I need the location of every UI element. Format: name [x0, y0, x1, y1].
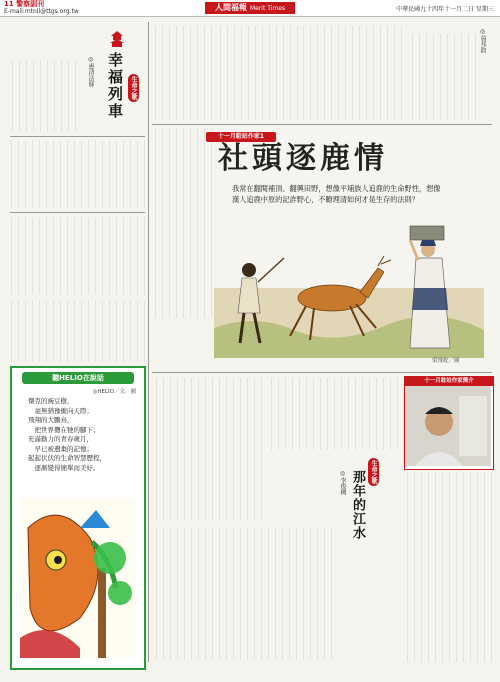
- divider: [152, 124, 492, 125]
- poem-line: 傑克的豌豆樹，: [28, 397, 74, 405]
- writer-photo: [405, 386, 491, 466]
- article-text-block: [406, 34, 476, 120]
- article-text-block: [152, 378, 262, 520]
- story-1-byline: ◎惠清法師: [87, 56, 94, 87]
- helio-heading: 聽HELIO在說話: [22, 372, 134, 384]
- poem-line: 早已被遺棄的記憶；: [28, 444, 93, 453]
- poem-line: 起起伏伏的生命智慧歷程，: [28, 454, 106, 462]
- story-3-byline: ◎李俊稠: [339, 470, 346, 495]
- page-header: [0, 0, 500, 17]
- poem-line: 充滿動力的青春歲月，: [28, 435, 93, 443]
- article-text-block: [10, 60, 76, 132]
- article-text-block: [268, 378, 398, 450]
- story-1: [10, 22, 145, 297]
- poem-line: 毫無猶豫衝向天際；: [28, 406, 93, 415]
- article-text-block: [152, 26, 212, 120]
- helio-box: [10, 366, 146, 670]
- email-text: E-mail:mtnll@ttgs.org.tw: [4, 8, 79, 15]
- divider: [152, 372, 492, 373]
- feature-illustration: [214, 218, 484, 358]
- story-3-title: 那年的江水: [350, 470, 365, 540]
- helio-poem: [28, 397, 136, 473]
- article-text-block: [10, 300, 145, 362]
- article-text-block: [404, 472, 492, 662]
- divider: [10, 212, 145, 213]
- pagoda-icon: [108, 30, 126, 48]
- helio-illustration: [20, 498, 136, 658]
- article-text-block: [10, 140, 145, 208]
- story-3-tag: 生命之歌: [370, 460, 377, 484]
- column-divider: [148, 22, 149, 662]
- story-1-title: 幸福列車: [106, 52, 124, 120]
- story-1-continued: [10, 300, 145, 362]
- feature-title: 社頭逐鹿情: [218, 141, 388, 176]
- illustrator-credit: 梁飛蛇／圖: [432, 358, 460, 364]
- masthead-english: Merit Times: [249, 5, 286, 12]
- masthead-title: 人間福報: [214, 3, 247, 12]
- divider: [10, 136, 145, 137]
- article-text-block: [10, 217, 145, 295]
- poem-line: 飛翔的大鵬鳥，: [28, 416, 74, 424]
- woman-figure: [410, 226, 450, 348]
- article-text-block: [152, 128, 212, 318]
- masthead: [205, 2, 295, 14]
- writer-profile-title: 十一月駐站作家簡介: [405, 377, 493, 386]
- feature-intro: 我常在翻閱補頂、翻興田野，想像平埔族人追鹿的生命野性，想像漢人追鹿中原的記詐野心，不瞭理清如何才是生存的法則？: [232, 184, 441, 204]
- writer-profile: [404, 376, 494, 470]
- header-left: [4, 1, 79, 15]
- article-text-block: [152, 528, 332, 660]
- story-1-tag: 生命之歌: [130, 76, 137, 100]
- helio-byline: ◎HELIO／文．圖: [92, 389, 136, 395]
- issue-date: 中華民國九十四年十一月二日 星期三: [396, 6, 494, 13]
- feature-banner: 十一月駐站作家1: [206, 132, 276, 142]
- poem-line: 逐漸變得簡單而美好。: [28, 463, 100, 472]
- article-text-block: [302, 26, 402, 120]
- article-text-block: [218, 26, 298, 120]
- section-label: 11 警察副刊: [4, 0, 45, 8]
- story-2-byline: ◎翁邦鈞: [479, 28, 486, 53]
- story-3: [152, 378, 402, 662]
- right-column-text: [404, 472, 492, 662]
- story-2: [152, 22, 492, 122]
- poem-line: 把世界攬在牠的腳下；: [28, 425, 100, 434]
- feature-article: [152, 128, 492, 368]
